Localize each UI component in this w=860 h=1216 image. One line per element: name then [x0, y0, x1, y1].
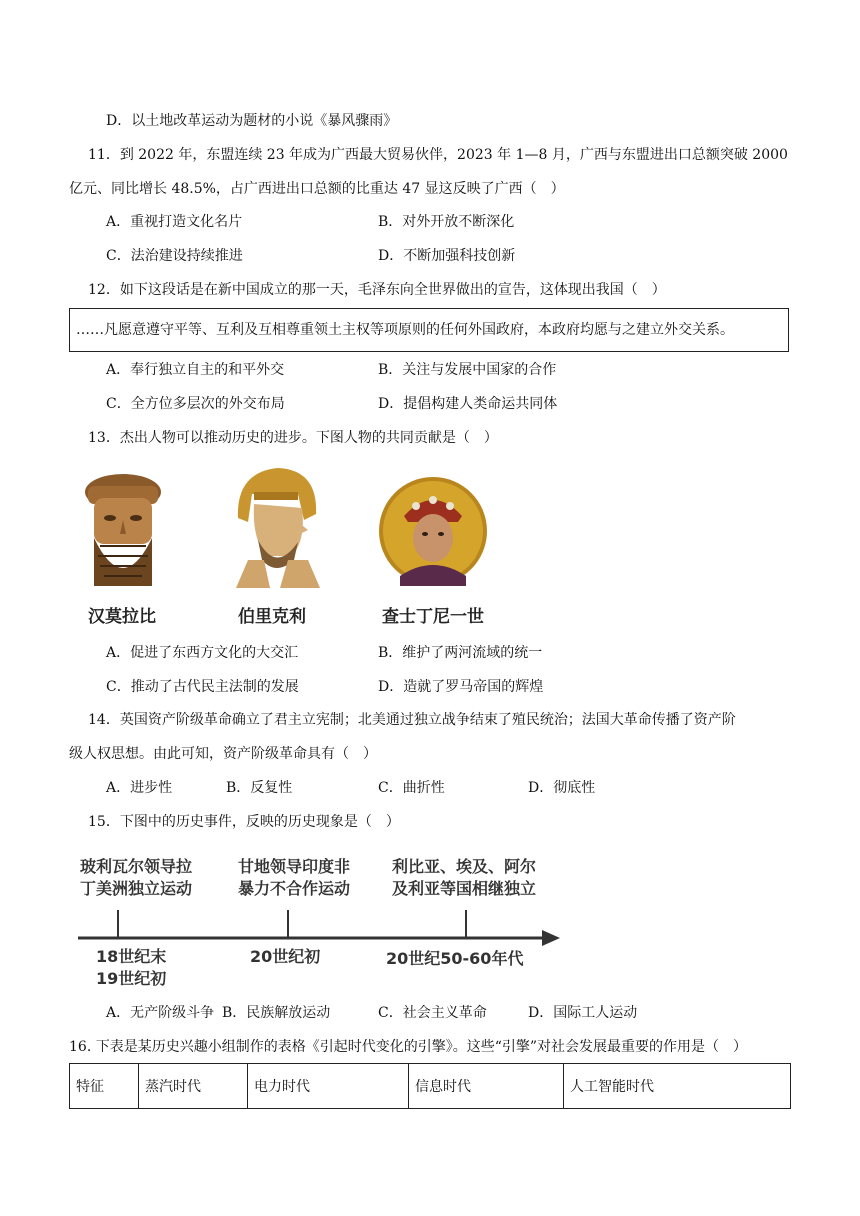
- q11-stem-line1: 11．到 2022 年，东盟连续 23 年成为广西最大贸易伙伴，2023 年 1—8 月，广西与东盟进出口总额突破 2000: [88, 147, 788, 163]
- q15-event-1-line2: 丁美洲独立运动: [80, 879, 193, 898]
- q11-option-d: D．不断加强科技创新: [378, 248, 516, 264]
- q12-option-a: A．奉行独立自主的和平外交: [106, 362, 285, 378]
- q12-stem: 12．如下这段话是在新中国成立的那一天，毛泽东向全世界做出的宣告，这体现出我国（ ）: [88, 282, 666, 298]
- q15-event-3-line2: 及利亚等国相继独立: [392, 879, 537, 898]
- q14-option-d: D．彻底性: [528, 780, 596, 796]
- q15-period-2: [250, 946, 320, 968]
- q16-header-steam-age: 蒸汽时代: [139, 1064, 248, 1109]
- q10-option-d: D．以土地改革运动为题材的小说《暴风骤雨》: [106, 113, 398, 129]
- q13-caption-justinian: 查士丁尼一世: [382, 607, 484, 627]
- q15-period-3-line1: 20世纪50-60年代: [386, 949, 524, 968]
- q16-header-ai-age: 人工智能时代: [564, 1064, 791, 1109]
- q13-option-c: C．推动了古代民主法制的发展: [106, 679, 299, 695]
- q13-option-a: A．促进了东西方文化的大交汇: [106, 645, 299, 661]
- q11-option-c: C．法治建设持续推进: [106, 248, 243, 264]
- q15-event-2-line2: 暴力不合作运动: [238, 879, 351, 898]
- q14-option-c: C．曲折性: [378, 780, 445, 796]
- q16-header-information-age: 信息时代: [409, 1064, 564, 1109]
- q16-stem: 16. 下表是某历史兴趣小组制作的表格《引起时代变化的引擎》。这些“引擎”对社会发展最重要的作用是（ ）: [69, 1039, 748, 1055]
- q12-option-d: D．提倡构建人类命运共同体: [378, 396, 558, 412]
- q15-event-3: [392, 856, 536, 900]
- q14-stem-line1: 14．英国资产阶级革命确立了君主立宪制；北美通过独立战争结束了殖民统治；法国大革命传播了资产阶: [88, 712, 736, 728]
- table-row: [70, 1064, 791, 1109]
- q15-option-a: A．无产阶级斗争: [106, 1005, 215, 1021]
- q15-stem: 15．下图中的历史事件，反映的历史现象是（ ）: [88, 814, 400, 830]
- q15-period-1-line1: 18世纪末: [96, 947, 167, 966]
- q15-event-1-line1: 玻利瓦尔领导拉: [80, 857, 193, 876]
- q14-option-a: A．进步性: [106, 780, 173, 796]
- justinian-mosaic-portrait: [378, 476, 488, 586]
- q16-header-feature: 特征: [70, 1064, 139, 1109]
- q12-option-b: B．关注与发展中国家的合作: [378, 362, 557, 378]
- q13-caption-hammurabi: 汉莫拉比: [88, 607, 156, 627]
- q11-option-b: B．对外开放不断深化: [378, 214, 515, 230]
- q15-event-2-line1: 甘地领导印度非: [238, 857, 351, 876]
- q13-option-d: D．造就了罗马帝国的辉煌: [378, 679, 544, 695]
- q16-engine-table: [69, 1063, 791, 1109]
- hammurabi-portrait: [80, 468, 166, 592]
- q14-option-b: B．反复性: [226, 780, 293, 796]
- q15-period-2-line1: 20世纪初: [250, 947, 321, 966]
- q15-event-2: [238, 856, 350, 900]
- q11-option-a: A．重视打造文化名片: [106, 214, 243, 230]
- q15-period-3: [386, 948, 523, 970]
- q15-option-c: C．社会主义革命: [378, 1005, 487, 1021]
- q15-option-b: B．民族解放运动: [222, 1005, 331, 1021]
- q12-quote-box: [69, 308, 789, 352]
- q15-event-3-line1: 利比亚、埃及、阿尔: [392, 857, 537, 876]
- q15-period-1-line2: 19世纪初: [96, 969, 167, 988]
- q13-caption-pericles: 伯里克利: [238, 607, 306, 627]
- q16-header-electric-age: 电力时代: [248, 1064, 409, 1109]
- q13-option-b: B．维护了两河流域的统一: [378, 645, 543, 661]
- q15-period-1: [96, 946, 166, 990]
- q12-quote-text: ……凡愿意遵守平等、互利及互相尊重领土主权等项原则的任何外国政府，本政府均愿与之建立外交关系。: [76, 322, 734, 338]
- q15-option-d: D．国际工人运动: [528, 1005, 638, 1021]
- q14-stem-line2: 级人权思想。由此可知，资产阶级革命具有（ ）: [69, 746, 377, 762]
- q13-stem: 13．杰出人物可以推动历史的进步。下图人物的共同贡献是（ ）: [88, 430, 498, 446]
- q15-timeline-axis: [76, 904, 564, 946]
- q12-option-c: C．全方位多层次的外交布局: [106, 396, 285, 412]
- q11-stem-line2: 亿元、同比增长 48.5%，占广西进出口总额的比重达 47 显这反映了广西（ ）: [69, 181, 565, 197]
- q15-event-1: [80, 856, 192, 900]
- pericles-portrait: [228, 464, 324, 590]
